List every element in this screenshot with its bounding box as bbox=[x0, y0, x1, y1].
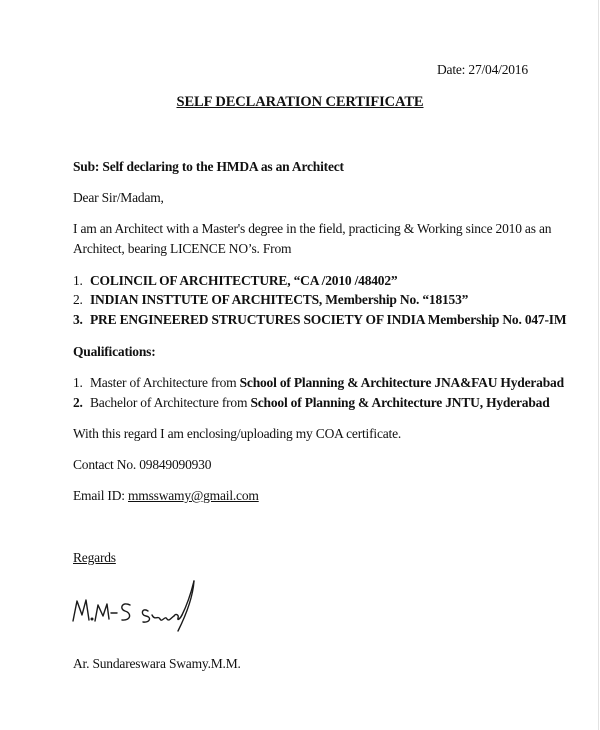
licence-number: 1. bbox=[73, 273, 83, 288]
qualification-number: 1. bbox=[73, 375, 83, 390]
licence-number: 2. bbox=[73, 292, 83, 307]
licence-item bbox=[73, 292, 468, 308]
regards-text: Regards bbox=[73, 550, 116, 565]
licence-text: COLINCIL OF ARCHITECTURE, “CA /2010 /48402” bbox=[90, 273, 398, 288]
intro-line-2: Architect, bearing LICENCE NO’s. From bbox=[73, 241, 292, 256]
signatory-name: Ar. Sundareswara Swamy.M.M. bbox=[73, 656, 241, 671]
subject-line: Sub: Self declaring to the HMDA as an Architect bbox=[73, 159, 344, 174]
email-label: Email ID: bbox=[73, 488, 128, 503]
qualification-item bbox=[73, 375, 564, 391]
licence-number: 3. bbox=[73, 312, 83, 327]
contact-line bbox=[73, 457, 211, 473]
salutation: Dear Sir/Madam, bbox=[73, 190, 164, 205]
licence-item bbox=[73, 312, 566, 328]
qualification-item bbox=[73, 395, 550, 411]
qualifications-heading: Qualifications: bbox=[73, 344, 156, 359]
licence-text: INDIAN INSTTUTE OF ARCHITECTS, Membership No. “18153” bbox=[90, 292, 469, 307]
licence-text: PRE ENGINEERED STRUCTURES SOCIETY OF INDIA Membership No. 047-IM bbox=[90, 312, 567, 327]
qualification-school: School of Planning & Architecture JNTU, Hyderabad bbox=[250, 395, 550, 410]
email-line bbox=[73, 488, 259, 504]
contact-number: 09849090930 bbox=[139, 457, 212, 472]
enclosure-line: With this regard I am enclosing/uploading my COA certificate. bbox=[73, 426, 402, 441]
qualification-school: School of Planning & Architecture JNA&FAU Hyderabad bbox=[239, 375, 564, 390]
qualification-prefix: Master of Architecture from bbox=[90, 375, 240, 390]
contact-label: Contact No. bbox=[73, 457, 140, 472]
document-title: SELF DECLARATION CERTIFICATE bbox=[176, 94, 424, 110]
handwritten-signature bbox=[70, 575, 210, 635]
licence-item bbox=[73, 273, 397, 289]
intro-line-1: I am an Architect with a Master's degree in the field, practicing & Working since 2010 as an bbox=[73, 221, 552, 236]
email-link[interactable]: mmsswamy@gmail.com bbox=[128, 488, 259, 503]
qualification-number: 2. bbox=[73, 395, 83, 410]
qualification-prefix: Bachelor of Architecture from bbox=[90, 395, 251, 410]
document-date: Date: 27/04/2016 bbox=[437, 62, 528, 77]
